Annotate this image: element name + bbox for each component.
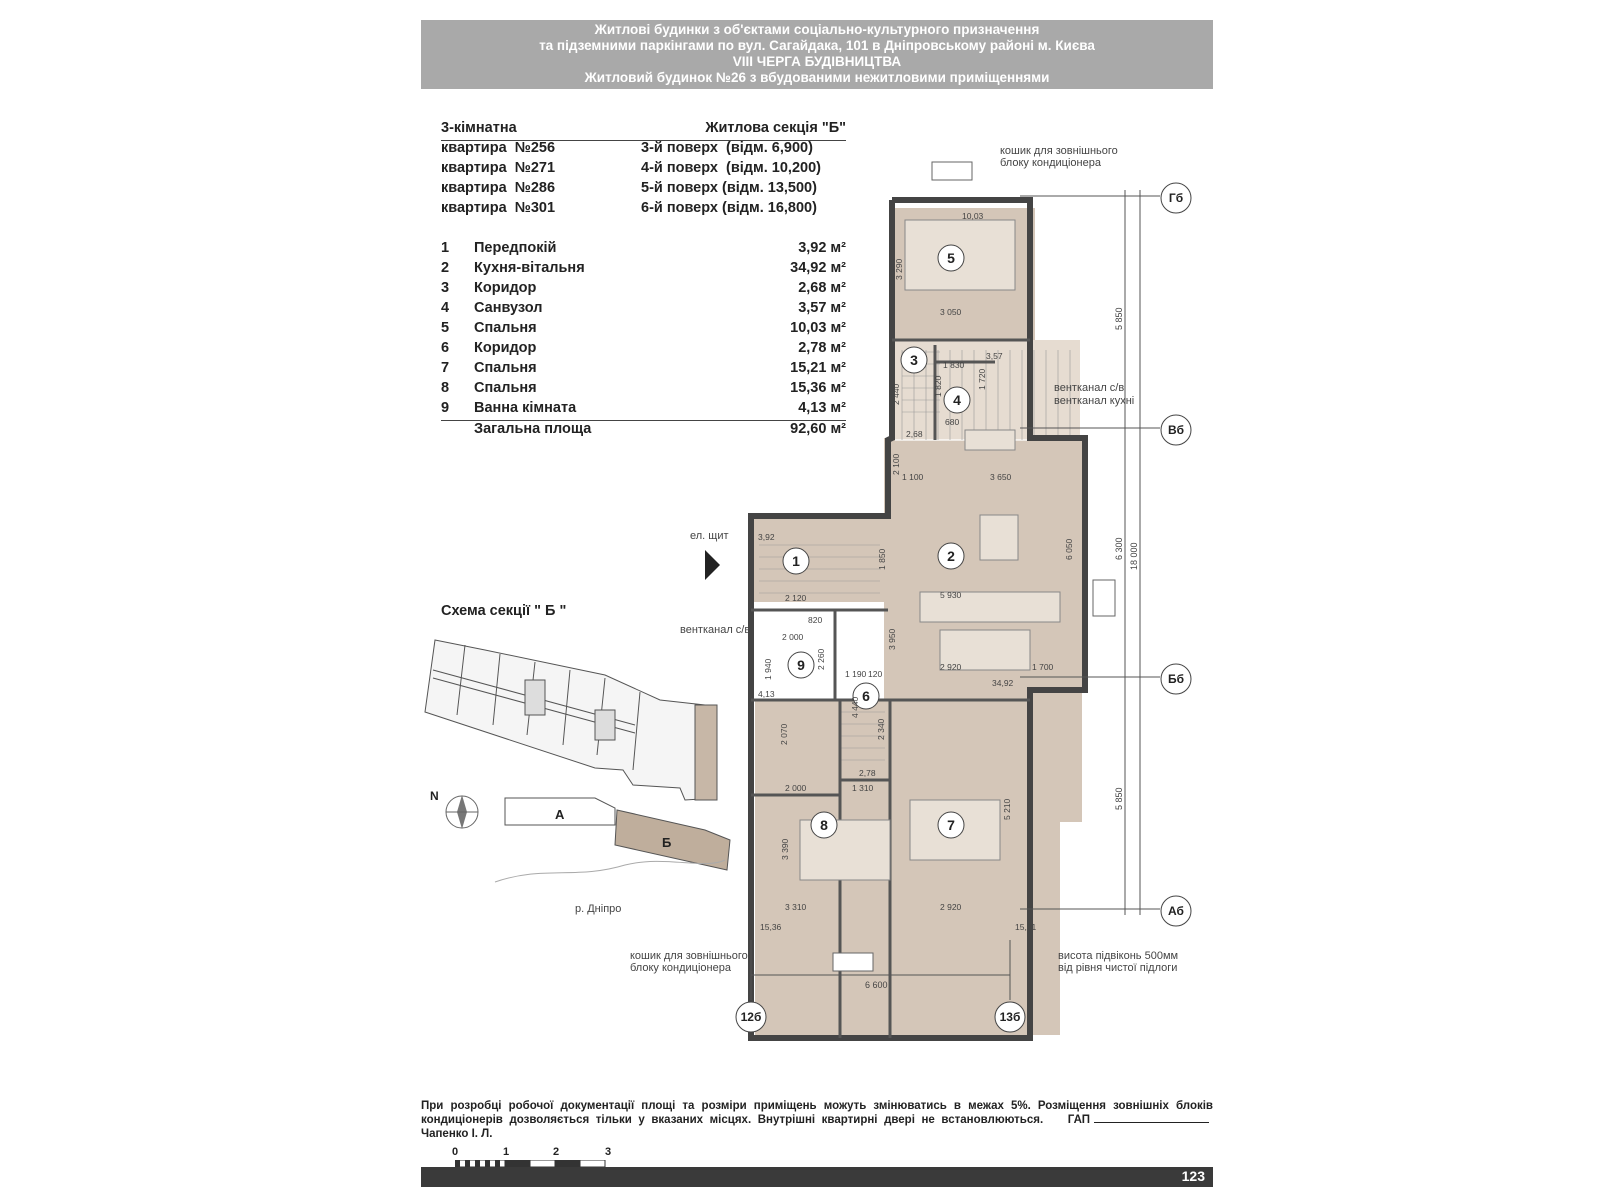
page-number: 123 [1181, 1168, 1205, 1184]
dim-label: 2 260 [816, 648, 826, 670]
gap-label: ГАП [1067, 1114, 1090, 1126]
ac-basket-top [932, 162, 972, 180]
room-name: Коридор [474, 280, 537, 296]
header-line-2: та підземними паркінгами по вул. Сагайдака, 101 в Дніпровському районі м. Києва [539, 38, 1095, 53]
dim-label: 34,92 [992, 678, 1014, 688]
block-a-label: А [555, 807, 565, 822]
room-name: Спальня [474, 360, 537, 376]
room-number: 9 [441, 400, 450, 416]
note-panel: ел. щит [690, 530, 729, 542]
dim-label: 5 930 [940, 590, 962, 600]
axis-label: Гб [1168, 191, 1184, 205]
dim-label: 2 920 [940, 902, 962, 912]
dim-label: 1 100 [902, 472, 924, 482]
dim-label: 680 [945, 417, 960, 427]
dim-label: 2 440 [891, 383, 901, 405]
apartment-section: Житлова секція "Б" [705, 120, 846, 136]
dim-label: 3 310 [785, 902, 807, 912]
dim-label: 3,57 [986, 351, 1003, 361]
dim-label: 1 940 [763, 658, 773, 680]
unit-floor: 6-й поверх (відм. 16,800) [641, 200, 817, 216]
dim-label: 6 300 [1114, 537, 1124, 560]
room-number: 6 [441, 340, 450, 356]
note-sill [1058, 950, 1178, 974]
dim-label: 3,92 [758, 532, 775, 542]
room-area: 10,03 м² [790, 320, 846, 336]
scale-label: 3 [605, 1146, 612, 1158]
note-text: блоку кондиціонера [630, 962, 731, 974]
header-line-1: Житлові будинки з об'єктами соціально-культурного призначення [594, 22, 1040, 37]
dim-label: 5 850 [1114, 787, 1124, 810]
dim-label: 120 [868, 669, 883, 679]
axis-label: Аб [1168, 904, 1184, 918]
room-area: 2,68 м² [798, 280, 846, 296]
note-text: від рівня чистої підлоги [1058, 962, 1178, 974]
scale-label: 1 [503, 1146, 510, 1158]
dining-table [980, 515, 1018, 560]
dim-label: 15,21 [1015, 922, 1037, 932]
note-text: вентканал с/в [1054, 382, 1125, 394]
room-area: 3,57 м² [798, 300, 846, 316]
north-arrow-icon [446, 795, 478, 829]
footer-note-text: При розробці робочої документації площі та розміри приміщень можуть змінюватись в межах 5%. Розміщення зовнішніх блоків кондиціонерів дозволяється тільки у вказаних місцях. Внутрішні квартирні двері не встановлюються. [421, 1100, 1213, 1126]
room-number: 7 [441, 360, 450, 376]
header-line-4: Житловий будинок №26 з вбудованими нежитловими приміщеннями [584, 70, 1050, 85]
dim-label: 2 070 [779, 723, 789, 745]
total-label: Загальна площа [474, 421, 592, 437]
dim-label: 3 050 [940, 307, 962, 317]
room-1-fill [751, 516, 884, 602]
dim-label: 5 210 [1002, 798, 1012, 820]
unit-label: квартира №271 [441, 160, 556, 176]
room-name: Коридор [474, 340, 537, 356]
room-7-fill [930, 700, 1060, 1035]
apartment-type: 3-кімнатна [441, 120, 517, 136]
svg-text:1: 1 [792, 553, 800, 569]
dim-label: 2 340 [876, 718, 886, 740]
ac-basket-bottom [833, 953, 873, 971]
dim-label: 2 120 [785, 593, 807, 603]
room-area: 15,36 м² [790, 380, 846, 396]
room-area: 2,78 м² [798, 340, 846, 356]
svg-text:3: 3 [910, 352, 918, 368]
ac-basket-side [1093, 580, 1115, 616]
axis-label: Вб [1167, 423, 1185, 437]
note-ac-bottom [630, 950, 748, 974]
room-number: 5 [441, 320, 450, 336]
bottom-bar [421, 1167, 1213, 1187]
dim-label: 2 100 [891, 453, 901, 475]
dim-label: 2,78 [859, 768, 876, 778]
apartment-type-row [441, 120, 846, 141]
total-area: 92,60 м² [790, 421, 846, 437]
dim-label: 2 000 [785, 783, 807, 793]
note-ac-top [1000, 145, 1118, 169]
scale-label: 0 [452, 1146, 459, 1158]
note-vent [1054, 382, 1134, 408]
unit-floor: 5-й поверх (відм. 13,500) [641, 180, 817, 196]
north-label: N [430, 789, 439, 803]
dim-label: 3 390 [780, 838, 790, 860]
room-name: Кухня-вітальня [474, 260, 585, 276]
axis-label: Бб [1167, 672, 1185, 686]
dim-label: 2,68 [906, 429, 923, 439]
room-number: 2 [441, 260, 450, 276]
dim-label: 3 290 [894, 258, 904, 280]
room-area: 15,21 м² [790, 360, 846, 376]
svg-text:9: 9 [797, 657, 805, 673]
note-text: блоку кондиціонера [1000, 157, 1101, 169]
room-name: Спальня [474, 380, 537, 396]
floor-plan [640, 140, 1240, 1060]
author-name: Чапенко І. Л. [421, 1128, 493, 1140]
room-area: 34,92 м² [790, 260, 846, 276]
footer-note [421, 1099, 1213, 1141]
dim-label: 6 050 [1064, 538, 1074, 560]
room-name: Санвузол [474, 300, 543, 316]
dim-label: 10,03 [962, 211, 984, 221]
svg-text:2: 2 [947, 548, 955, 564]
svg-text:6: 6 [862, 688, 870, 704]
block-b-label: Б [662, 835, 672, 850]
header-banner [421, 20, 1213, 89]
entrance-arrow-icon [705, 550, 720, 580]
room-number: 3 [441, 280, 450, 296]
svg-text:5: 5 [947, 250, 955, 266]
room-number: 8 [441, 380, 450, 396]
svg-text:4: 4 [953, 392, 961, 408]
dim-label: 18 000 [1129, 542, 1139, 570]
dim-label: 1 850 [877, 548, 887, 570]
dim-label: 1 310 [852, 783, 874, 793]
dim-label: 820 [808, 615, 823, 625]
schema-title: Схема секції " Б " [441, 603, 567, 619]
dim-label: 2 000 [782, 632, 804, 642]
dim-label: 2 920 [940, 662, 962, 672]
dim-label: 1 720 [977, 368, 987, 390]
signature-line [1094, 1122, 1209, 1123]
room-number: 4 [441, 300, 450, 316]
dim-label: 1 190 [845, 669, 867, 679]
dim-label: 4,13 [758, 689, 775, 699]
room-name: Спальня [474, 320, 537, 336]
note-text: кошик для зовнішнього [630, 950, 748, 962]
river-label: р. Дніпро [575, 903, 622, 915]
unit-floor: 3-й поверх (відм. 6,900) [641, 140, 813, 156]
note-text: вентканал кухні [1054, 395, 1135, 407]
note-text: висота підвіконь 500мм [1058, 950, 1179, 962]
room-area: 3,92 м² [798, 240, 846, 256]
dim-label: 15,36 [760, 922, 782, 932]
header-line-3: VIII ЧЕРГА БУДІВНИЦТВА [732, 54, 902, 69]
dim-label: 5 850 [1114, 307, 1124, 330]
dim-label: 3 650 [990, 472, 1012, 482]
axis-label: 13б [999, 1010, 1021, 1024]
dim-label: 1 830 [943, 360, 965, 370]
dim-label: 1 820 [933, 375, 943, 397]
dim-label: 4 440 [850, 696, 860, 718]
room-area: 4,13 м² [798, 400, 846, 416]
schema-stair [525, 680, 545, 715]
room-number: 1 [441, 240, 450, 256]
unit-label: квартира №301 [441, 200, 556, 216]
room-name: Передпокій [474, 240, 557, 256]
unit-label: квартира №256 [441, 140, 556, 156]
unit-floor: 4-й поверх (відм. 10,200) [641, 160, 821, 176]
unit-label: квартира №286 [441, 180, 556, 196]
svg-text:7: 7 [947, 817, 955, 833]
scale-label: 2 [553, 1146, 560, 1158]
svg-text:8: 8 [820, 817, 828, 833]
kitchen-counter [965, 430, 1015, 450]
schema-stair [595, 710, 615, 740]
note-text: кошик для зовнішнього [1000, 145, 1118, 157]
dim-label: 1 700 [1032, 662, 1054, 672]
dim-label: 6 600 [865, 980, 888, 990]
note-vent-bath: вентканал с/в [680, 624, 751, 636]
room-name: Ванна кімната [474, 400, 577, 416]
dim-label: 3 950 [887, 628, 897, 650]
axis-label: 12б [740, 1010, 762, 1024]
